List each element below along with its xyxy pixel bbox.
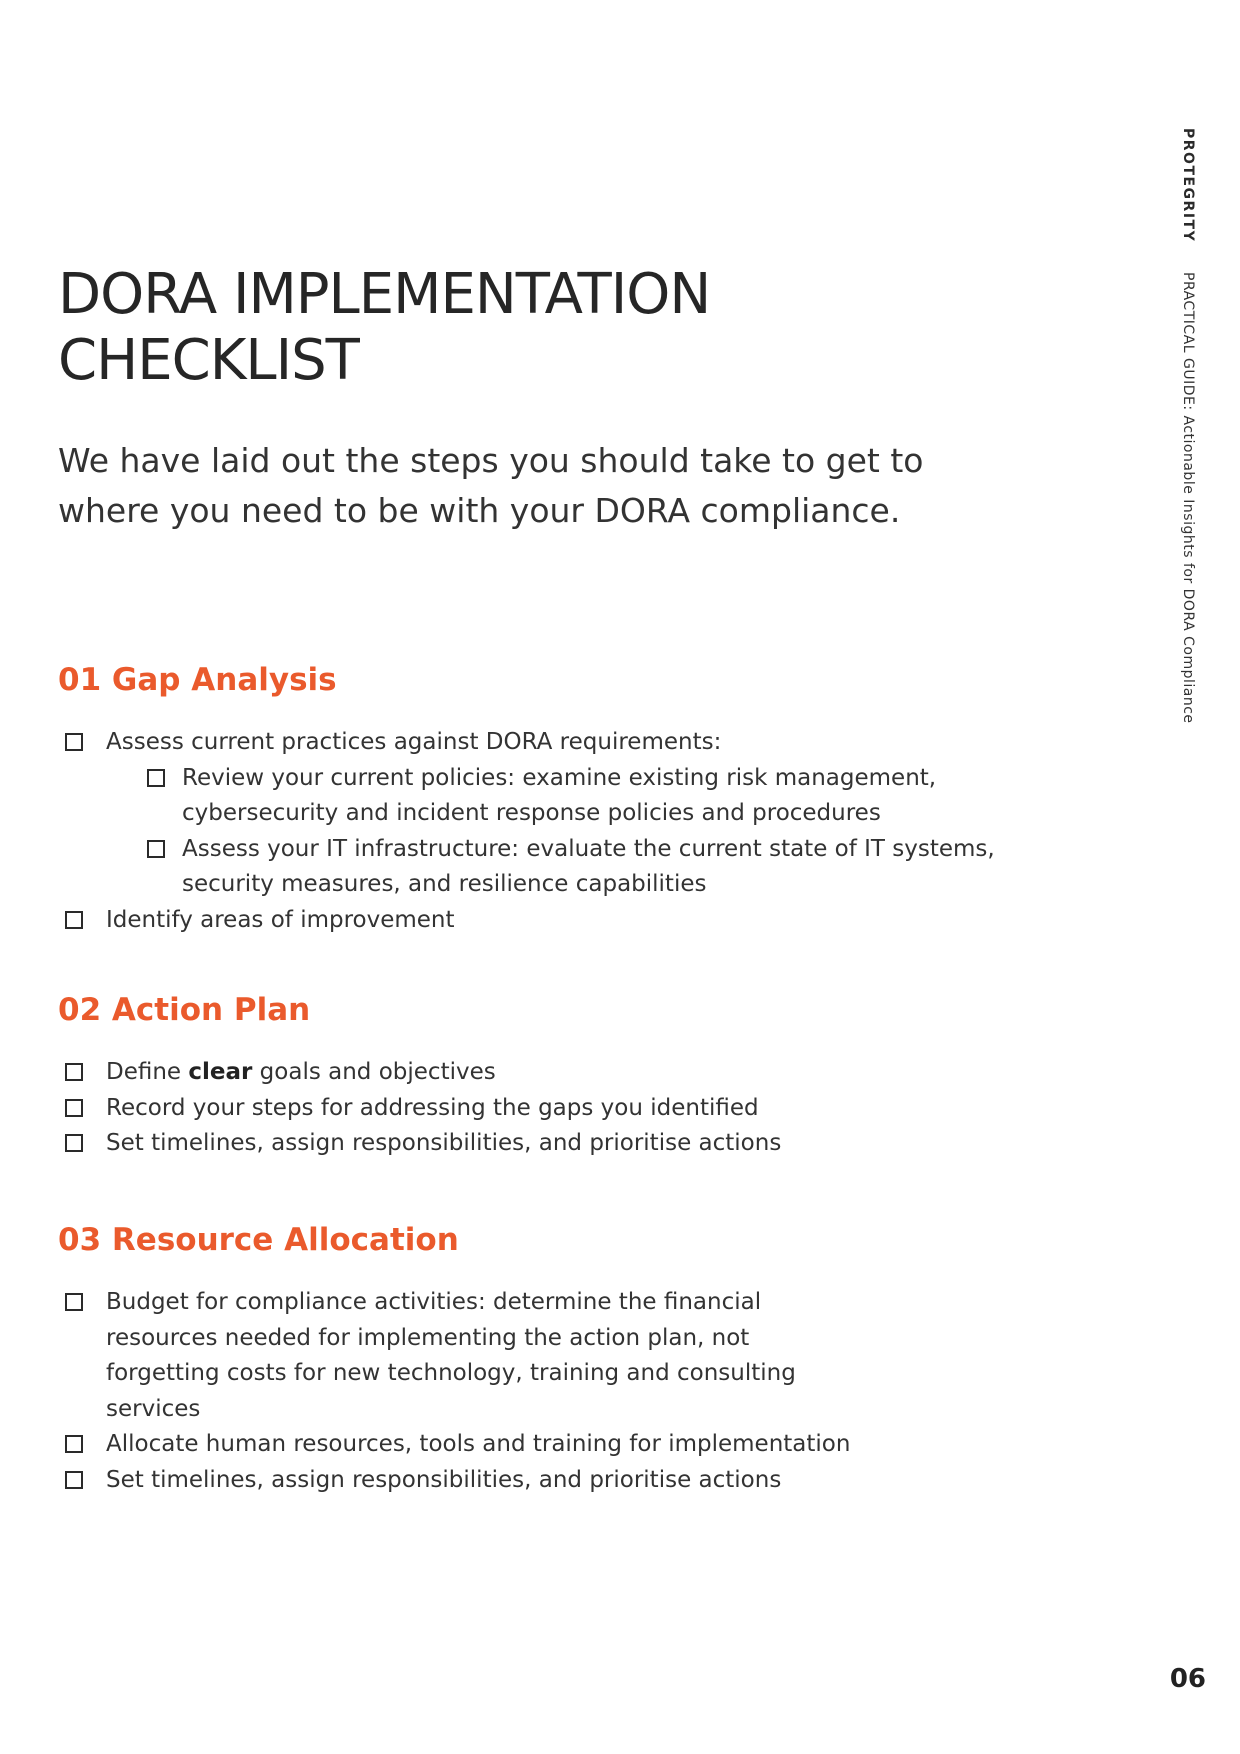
checklist-subitem[interactable] (0, 761, 995, 832)
page-title (58, 262, 958, 394)
checkbox[interactable] (65, 1471, 83, 1489)
checklist-item-text: cybersecurity and incident response policies and procedures (182, 800, 881, 827)
item-text-prefix: Define (106, 1059, 189, 1085)
action-plan-checklist (0, 1055, 781, 1162)
checklist-item-text: Review your current policies: examine existing risk management, (182, 764, 937, 791)
checklist-item[interactable] (0, 1427, 850, 1463)
page-title-line: DORA IMPLEMENTATION (58, 262, 711, 327)
checklist-item-text: Assess your IT infrastructure: evaluate the current state of IT systems, (182, 835, 995, 862)
checkbox[interactable] (147, 840, 165, 858)
checkbox[interactable] (65, 1435, 83, 1453)
intro-line: where you need to be with your DORA compliance. (58, 491, 901, 530)
checklist-item-text (106, 1055, 781, 1091)
checklist-item-text: Identify areas of improvement (106, 906, 455, 933)
checklist-item[interactable] (0, 1463, 850, 1499)
checklist-item-text: Set timelines, assign responsibilities, and prioritise actions (106, 1466, 782, 1493)
checkbox[interactable] (65, 1293, 83, 1311)
gap-analysis-checklist (0, 725, 995, 939)
checkbox[interactable] (147, 769, 165, 787)
checklist-item-text: resources needed for implementing the action plan, not (106, 1324, 750, 1351)
sidebar-brand: PROTEGRITY (1180, 128, 1196, 243)
checklist-item[interactable] (0, 1285, 850, 1427)
checklist-item[interactable] (0, 1126, 781, 1162)
intro-line: We have laid out the steps you should take to get to (58, 441, 924, 480)
checklist-item-text: Assess current practices against DORA requirements: (106, 729, 722, 755)
item-text-bold: clear (188, 1059, 253, 1085)
checklist-item-text: Record your steps for addressing the gaps you identified (106, 1094, 759, 1121)
checklist-item-text: services (106, 1395, 201, 1422)
section-heading-action-plan: 02 Action Plan (58, 992, 311, 1028)
checkbox[interactable] (65, 1063, 83, 1081)
page-title-line: CHECKLIST (58, 328, 359, 393)
checklist-item-text: security measures, and resilience capabilities (182, 871, 707, 898)
checklist-item[interactable] (0, 1055, 781, 1091)
intro-text (58, 436, 1018, 536)
checkbox[interactable] (65, 1134, 83, 1152)
resource-allocation-checklist (0, 1285, 850, 1499)
section-heading-gap-analysis: 01 Gap Analysis (58, 662, 337, 698)
sidebar-guide-title: PRACTICAL GUIDE: Actionable Insights for DORA Compliance (1180, 272, 1196, 724)
checklist-item[interactable] (0, 1091, 781, 1127)
checklist-item-text: Set timelines, assign responsibilities, and prioritise actions (106, 1130, 782, 1157)
item-text-suffix: goals and objectives (252, 1059, 496, 1085)
checkbox[interactable] (65, 1099, 83, 1117)
checklist-item-text: Budget for compliance activities: determine the financial (106, 1289, 762, 1315)
checkbox[interactable] (65, 733, 83, 751)
page-number: 06 (1169, 1664, 1206, 1694)
checklist-item-text: Allocate human resources, tools and training for implementation (106, 1431, 851, 1458)
section-heading-resource-allocation: 03 Resource Allocation (58, 1222, 459, 1258)
checkbox[interactable] (65, 911, 83, 929)
checklist-item[interactable] (0, 725, 995, 761)
checklist-item-text: forgetting costs for new technology, training and consulting (106, 1360, 796, 1387)
checklist-item[interactable] (0, 903, 995, 939)
checklist-subitem[interactable] (0, 832, 995, 903)
